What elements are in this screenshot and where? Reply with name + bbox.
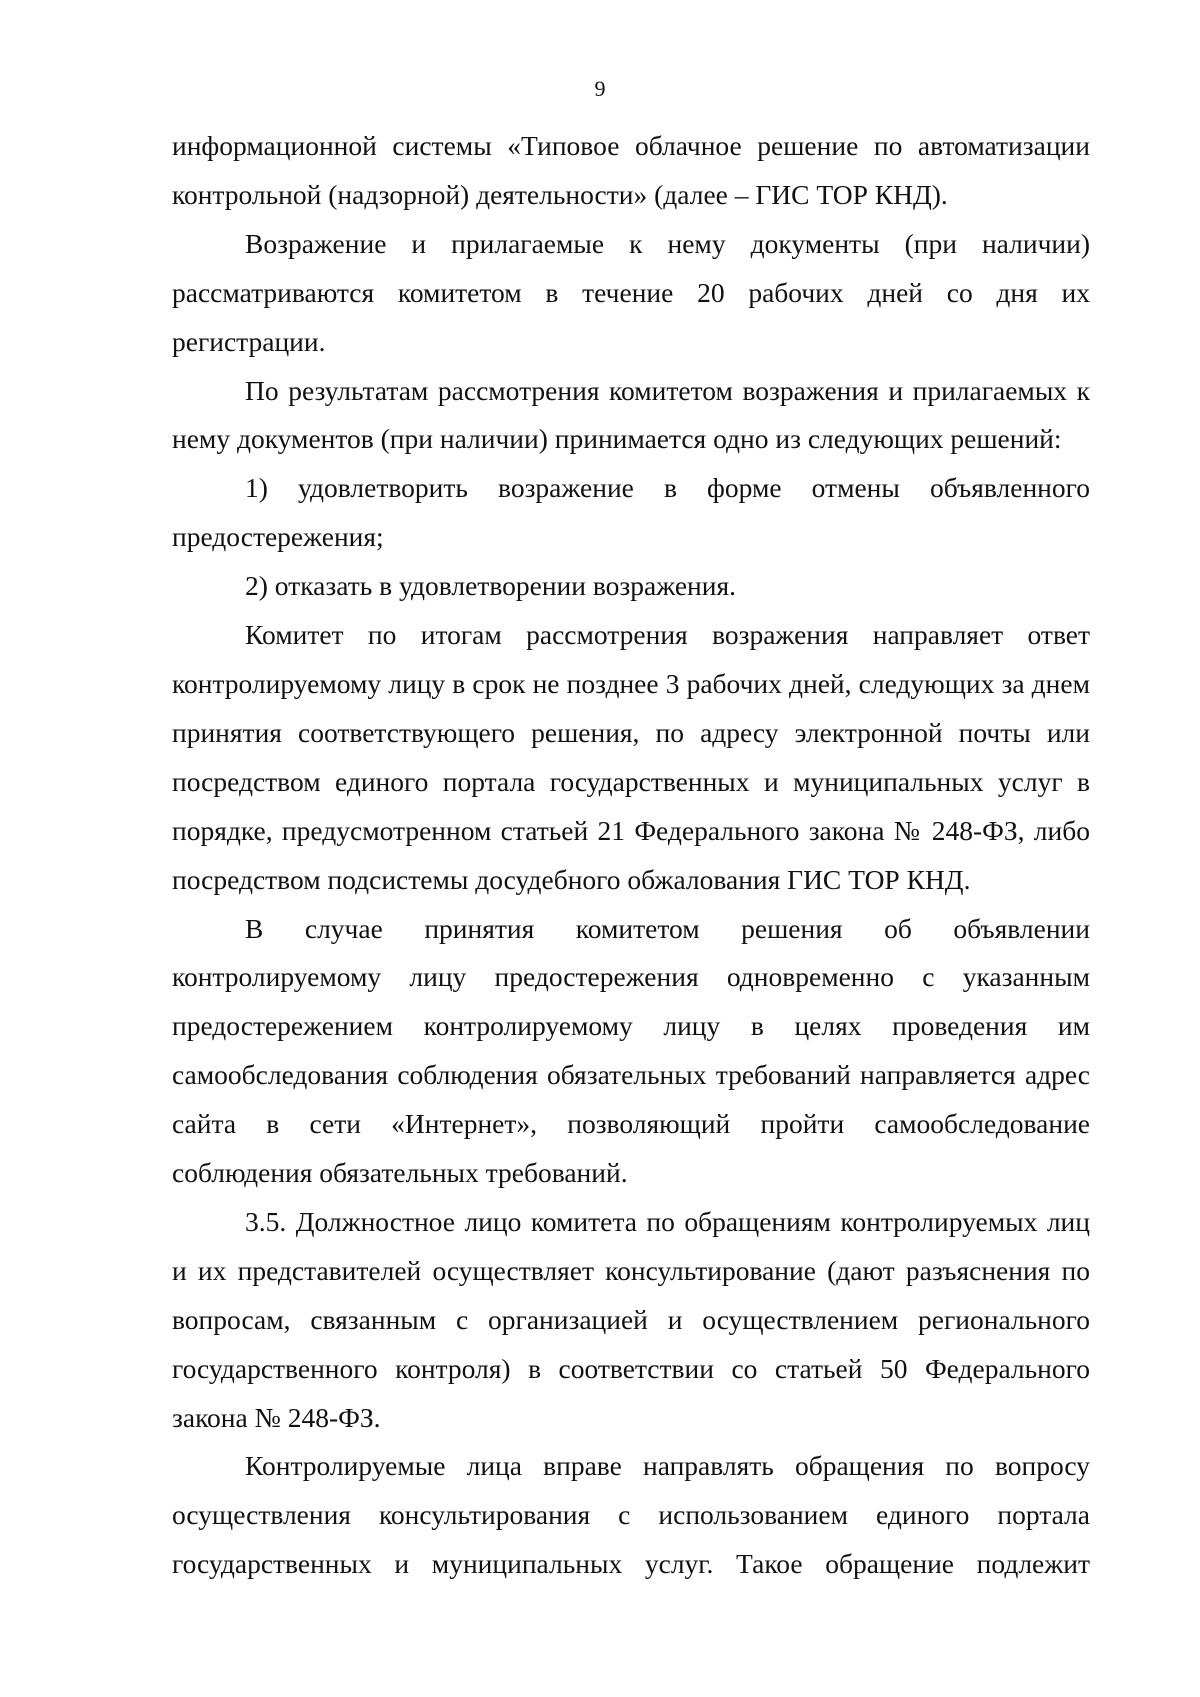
paragraph-committee-response: Комитет по итогам рассмотрения возражения направляет ответ контролируемому лицу в срок не позднее 3 рабочих дней, следующих за днем принятия соответствующего решения, по адресу электронной почты или посредством единого портала государственных и муниципальных услуг в порядке, предусмотренном статьей 21 Федерального закона № 248-ФЗ, либо посредством подсистемы досудебного обжалования ГИС ТОР КНД. bbox=[172, 619, 1090, 895]
paragraph-consultation-requests: Контролируемые лица вправе направлять обращения по вопросу осуществления консультирования с использованием единого портала государственных и муниципальных услуг. Такое обращение подлежит bbox=[172, 1450, 1090, 1580]
paragraph-self-inspection: В случае принятия комитетом решения об объявлении контролируемому лицу предостережения одновременно с указанным предостережением контролируемому лицу в целях проведения им самообследования соблюдения обязательных требований направляется адрес сайта в сети «Интернет», позволяющий пройти самообследование соблюдения обязательных требований. bbox=[172, 912, 1090, 1189]
paragraph-consultation: 3.5. Должностное лицо комитета по обращениям контролируемых лиц и их представителей осуществляет консультирование (дают разъяснения по вопросам, связанным с организацией и осуществлением регионального государственного контроля) в соответствии со статьей 50 Федерального закона № 248-ФЗ. bbox=[172, 1205, 1090, 1433]
document-body bbox=[172, 122, 1090, 1589]
paragraph-objection-review: Возражение и прилагаемые к нему документы (при наличии) рассматриваются комитетом в течение 20 рабочих дней со дня их регистрации. bbox=[172, 227, 1090, 357]
paragraph-decision-option-1: 1) удовлетворить возражение в форме отмены объявленного предостережения; bbox=[172, 472, 1090, 553]
paragraph-continuation: информационной системы «Типовое облачное решение по автоматизации контрольной (надзорной) деятельности» (далее – ГИС ТОР КНД). bbox=[172, 130, 1090, 210]
paragraph-decision-intro: По результатам рассмотрения комитетом возражения и прилагаемых к нему документов (при наличии) принимается одно из следующих решений: bbox=[172, 374, 1090, 455]
paragraph-decision-option-2: 2) отказать в удовлетворении возражения. bbox=[245, 570, 737, 602]
page-number: 9 bbox=[594, 76, 606, 101]
